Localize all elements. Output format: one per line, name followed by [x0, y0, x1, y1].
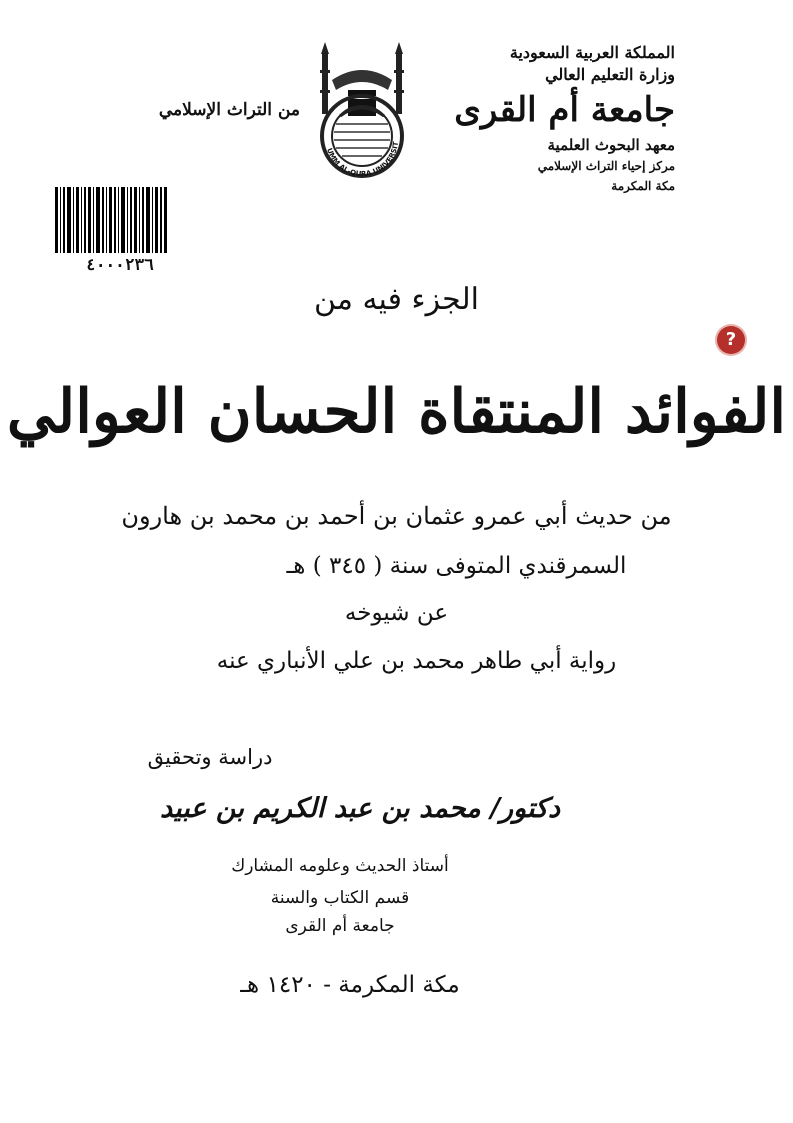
book-intro: الجزء فيه من	[314, 282, 479, 317]
ministry-name: وزارة التعليم العالي	[545, 65, 675, 84]
book-subtitle-line4: رواية أبي طاهر محمد بن علي الأنباري عنه	[216, 648, 617, 674]
author-title: أستاذ الحديث وعلومه المشارك	[231, 856, 449, 876]
book-title: الفوائد المنتقاة الحسان العوالي	[6, 377, 787, 447]
publication-place-date: مكة المكرمة - ١٤٢٠ هـ	[240, 972, 460, 998]
book-subtitle-line2: السمرقندي المتوفى سنة ( ٣٤٥ ) هـ	[286, 553, 627, 579]
city-name: مكة المكرمة	[611, 179, 675, 193]
institution-header	[425, 42, 675, 196]
barcode-number: ٤٠٠٠٢٣٦	[86, 255, 154, 274]
book-subtitle-line1: من حديث أبي عمرو عثمان بن أحمد بن محمد بن هارون	[121, 502, 672, 530]
logo-ring-text: UMM AL-QURA UNIVERSIT	[325, 141, 401, 179]
university-name: جامعة أم القرى	[454, 90, 675, 130]
author-name: دكتور/ محمد بن عبد الكريم بن عبيد	[159, 793, 561, 824]
author-university: جامعة أم القرى	[285, 916, 395, 936]
barcode-icon	[55, 187, 167, 253]
book-subtitle-line3: عن شيوخه	[344, 600, 449, 626]
barcode	[55, 187, 167, 253]
institute-name: معهد البحوث العلمية	[547, 136, 675, 154]
center-name: مركز إحياء التراث الإسلامي	[537, 159, 675, 173]
series-label: من التراث الإسلامي	[158, 100, 300, 120]
help-icon[interactable]: ?	[717, 326, 745, 354]
author-department: قسم الكتاب والسنة	[270, 888, 410, 908]
university-logo	[312, 40, 412, 180]
university-emblem-icon	[312, 40, 412, 180]
study-label: دراسة وتحقيق	[147, 745, 273, 769]
kingdom-name: المملكة العربية السعودية	[509, 43, 675, 62]
